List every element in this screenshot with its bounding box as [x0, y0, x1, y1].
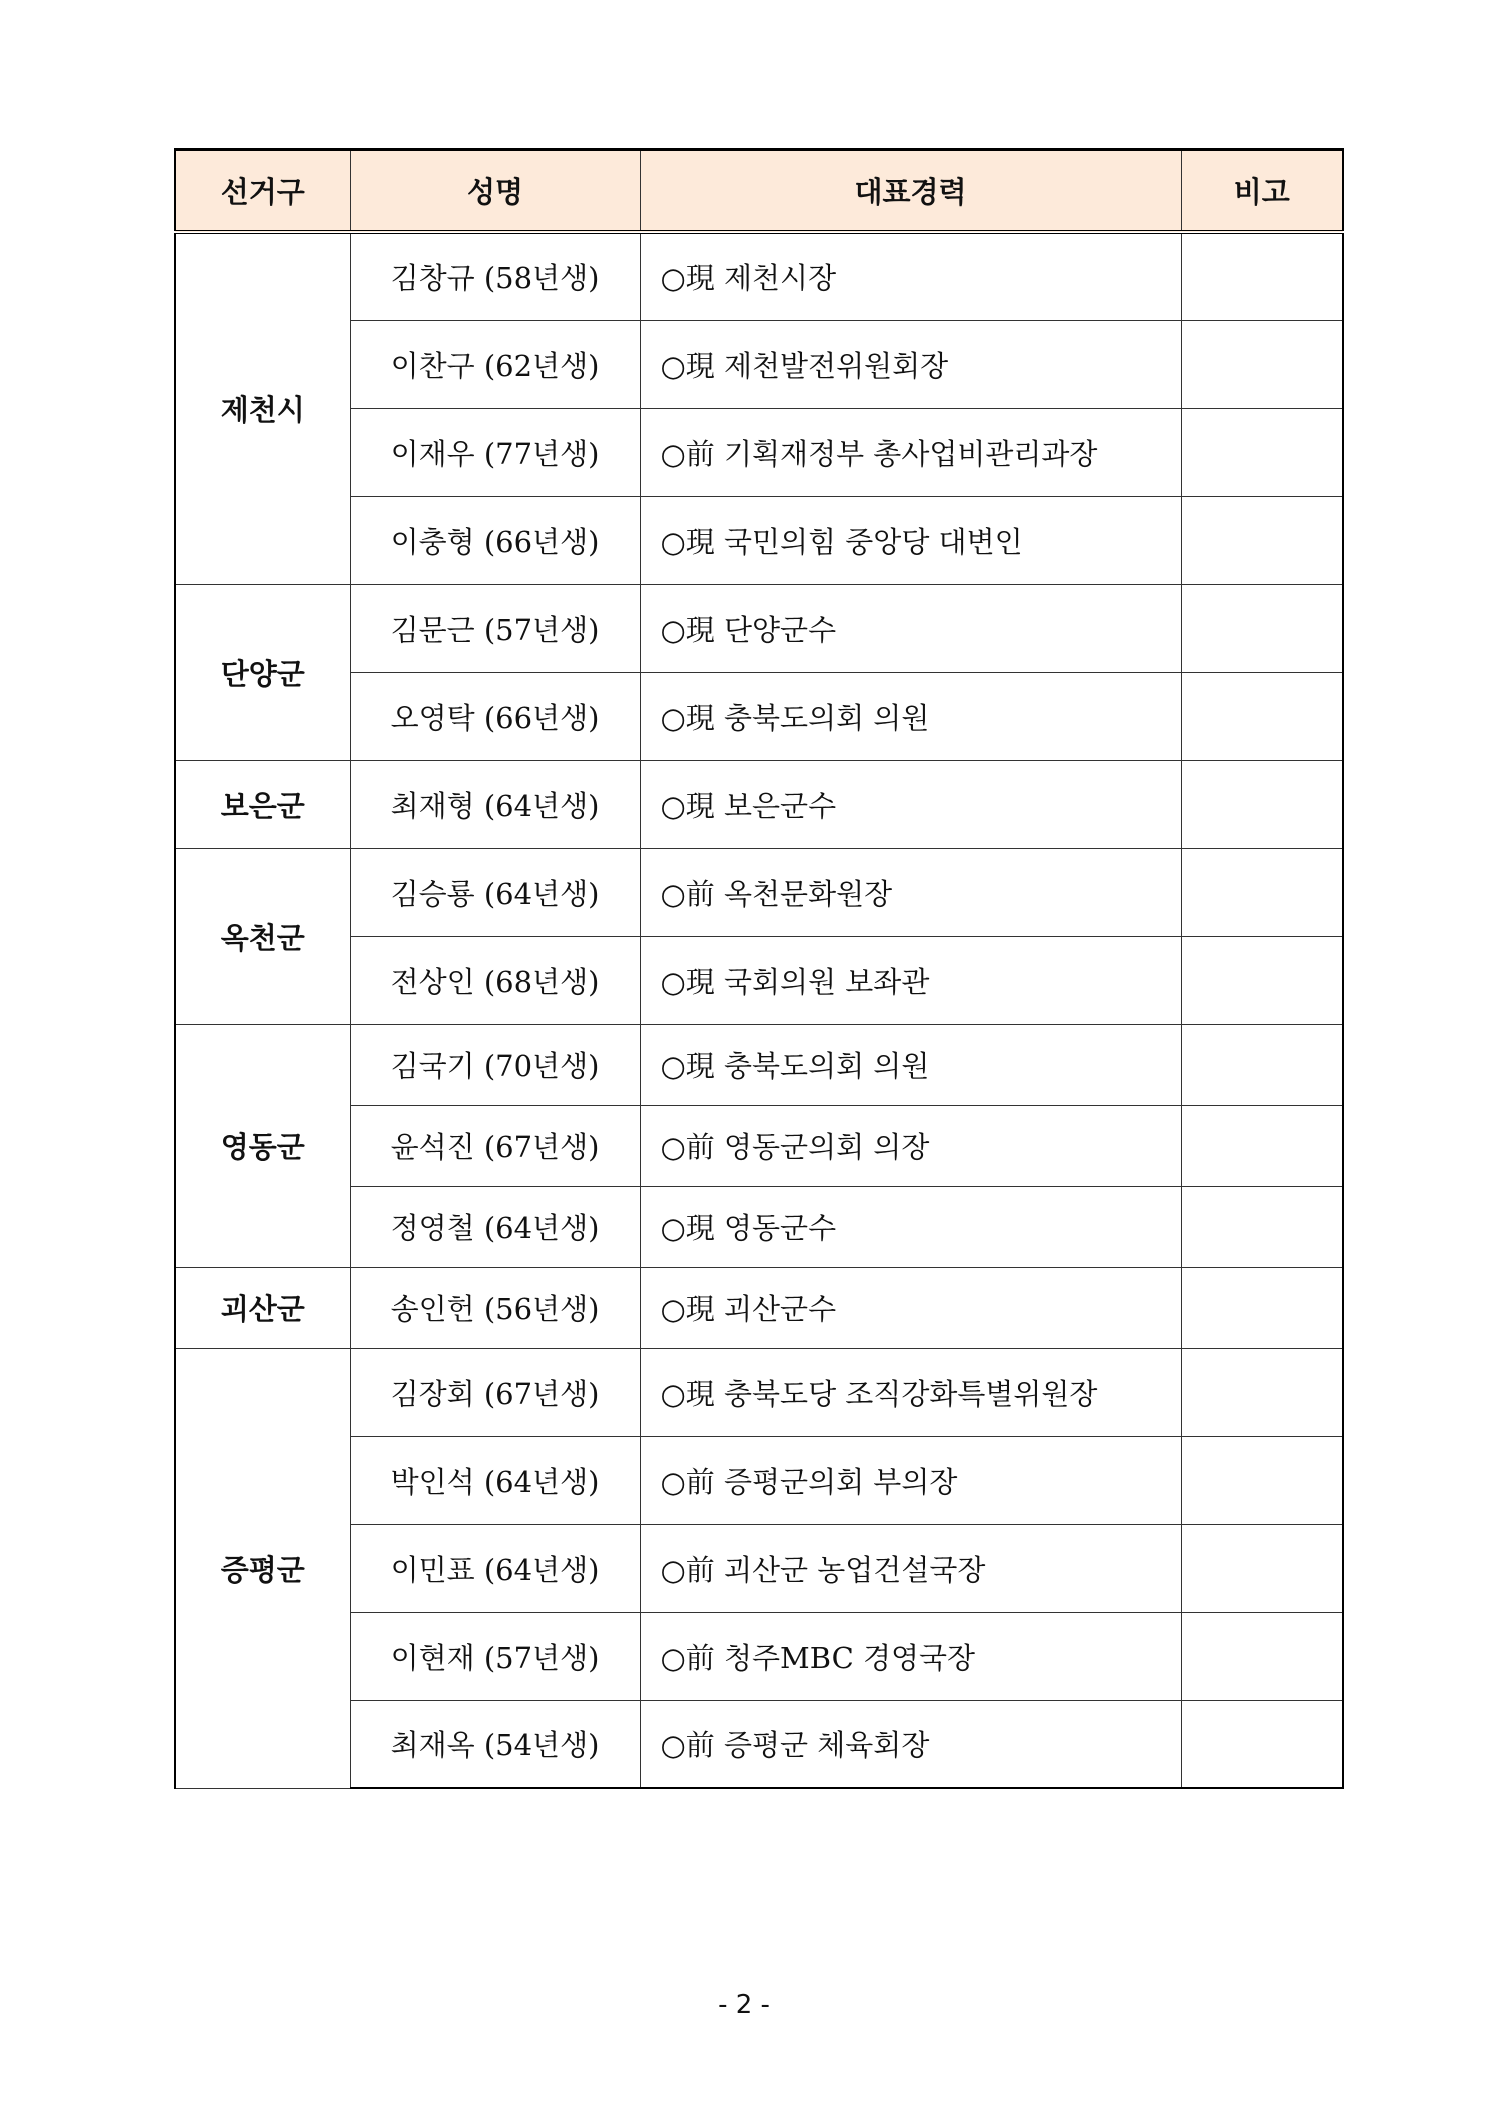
header-career: 대표경력	[640, 150, 1181, 233]
district-cell: 단양군	[175, 584, 350, 760]
candidate-note	[1181, 408, 1343, 496]
table-row	[175, 1348, 1343, 1436]
candidate-note	[1181, 1348, 1343, 1436]
candidate-name: 박인석 (64년생)	[350, 1436, 640, 1524]
table-row	[175, 320, 1343, 408]
candidate-note	[1181, 1524, 1343, 1612]
candidate-name: 오영탁 (66년생)	[350, 672, 640, 760]
candidate-note	[1181, 1612, 1343, 1700]
candidate-career: ○前 기획재정부 총사업비관리과장	[640, 408, 1181, 496]
table-row	[175, 1612, 1343, 1700]
table-row	[175, 232, 1343, 320]
candidate-name: 이찬구 (62년생)	[350, 320, 640, 408]
candidate-career: ○現 국민의힘 중앙당 대변인	[640, 496, 1181, 584]
table-row	[175, 584, 1343, 672]
table-row	[175, 760, 1343, 848]
candidate-note	[1181, 848, 1343, 936]
candidate-note	[1181, 1024, 1343, 1105]
candidate-note	[1181, 672, 1343, 760]
candidate-career: ○現 충북도당 조직강화특별위원장	[640, 1348, 1181, 1436]
candidate-career: ○前 증평군의회 부의장	[640, 1436, 1181, 1524]
table-row	[175, 1700, 1343, 1788]
candidate-note	[1181, 584, 1343, 672]
candidate-career: ○前 괴산군 농업건설국장	[640, 1524, 1181, 1612]
candidate-name: 이현재 (57년생)	[350, 1612, 640, 1700]
candidate-career: ○現 괴산군수	[640, 1267, 1181, 1348]
candidate-note	[1181, 496, 1343, 584]
candidate-note	[1181, 760, 1343, 848]
candidate-name: 윤석진 (67년생)	[350, 1105, 640, 1186]
candidate-name: 김승룡 (64년생)	[350, 848, 640, 936]
page-number: - 2 -	[718, 1990, 770, 2020]
candidate-note	[1181, 320, 1343, 408]
candidate-name: 정영철 (64년생)	[350, 1186, 640, 1267]
table-row	[175, 408, 1343, 496]
candidate-name: 김창규 (58년생)	[350, 232, 640, 320]
table-row	[175, 672, 1343, 760]
candidate-note	[1181, 1105, 1343, 1186]
candidate-career: ○現 단양군수	[640, 584, 1181, 672]
candidate-career: ○前 청주MBC 경영국장	[640, 1612, 1181, 1700]
district-cell: 괴산군	[175, 1267, 350, 1348]
candidate-note	[1181, 1186, 1343, 1267]
table-row	[175, 1524, 1343, 1612]
candidate-note	[1181, 1700, 1343, 1788]
candidate-name: 이재우 (77년생)	[350, 408, 640, 496]
candidate-career: ○現 충북도의회 의원	[640, 672, 1181, 760]
candidate-name: 송인헌 (56년생)	[350, 1267, 640, 1348]
candidate-career: ○現 영동군수	[640, 1186, 1181, 1267]
candidate-name: 전상인 (68년생)	[350, 936, 640, 1024]
candidate-name: 이충형 (66년생)	[350, 496, 640, 584]
candidate-note	[1181, 232, 1343, 320]
candidate-career: ○現 제천발전위원회장	[640, 320, 1181, 408]
table-row	[175, 496, 1343, 584]
candidate-name: 김장회 (67년생)	[350, 1348, 640, 1436]
district-cell: 영동군	[175, 1024, 350, 1267]
district-cell: 보은군	[175, 760, 350, 848]
candidate-note	[1181, 1436, 1343, 1524]
candidate-note	[1181, 1267, 1343, 1348]
header-name: 성명	[350, 150, 640, 233]
candidate-career: ○現 제천시장	[640, 232, 1181, 320]
district-cell: 증평군	[175, 1348, 350, 1788]
candidate-name: 김문근 (57년생)	[350, 584, 640, 672]
candidate-career: ○現 국회의원 보좌관	[640, 936, 1181, 1024]
candidate-career: ○現 충북도의회 의원	[640, 1024, 1181, 1105]
candidate-career: ○現 보은군수	[640, 760, 1181, 848]
candidate-career: ○前 영동군의회 의장	[640, 1105, 1181, 1186]
table-row	[175, 936, 1343, 1024]
candidate-note	[1181, 936, 1343, 1024]
district-cell: 제천시	[175, 232, 350, 584]
district-cell: 옥천군	[175, 848, 350, 1024]
header-district: 선거구	[175, 150, 350, 233]
candidate-name: 김국기 (70년생)	[350, 1024, 640, 1105]
table-row	[175, 1267, 1343, 1348]
candidate-career: ○前 옥천문화원장	[640, 848, 1181, 936]
candidate-career: ○前 증평군 체육회장	[640, 1700, 1181, 1788]
candidate-table	[174, 148, 1344, 1789]
table-row	[175, 1105, 1343, 1186]
candidate-name: 이민표 (64년생)	[350, 1524, 640, 1612]
table-row	[175, 848, 1343, 936]
table-row	[175, 1024, 1343, 1105]
candidate-name: 최재옥 (54년생)	[350, 1700, 640, 1788]
table-row	[175, 1436, 1343, 1524]
table-header-row	[175, 150, 1343, 233]
header-note: 비고	[1181, 150, 1343, 233]
candidate-name: 최재형 (64년생)	[350, 760, 640, 848]
table-row	[175, 1186, 1343, 1267]
